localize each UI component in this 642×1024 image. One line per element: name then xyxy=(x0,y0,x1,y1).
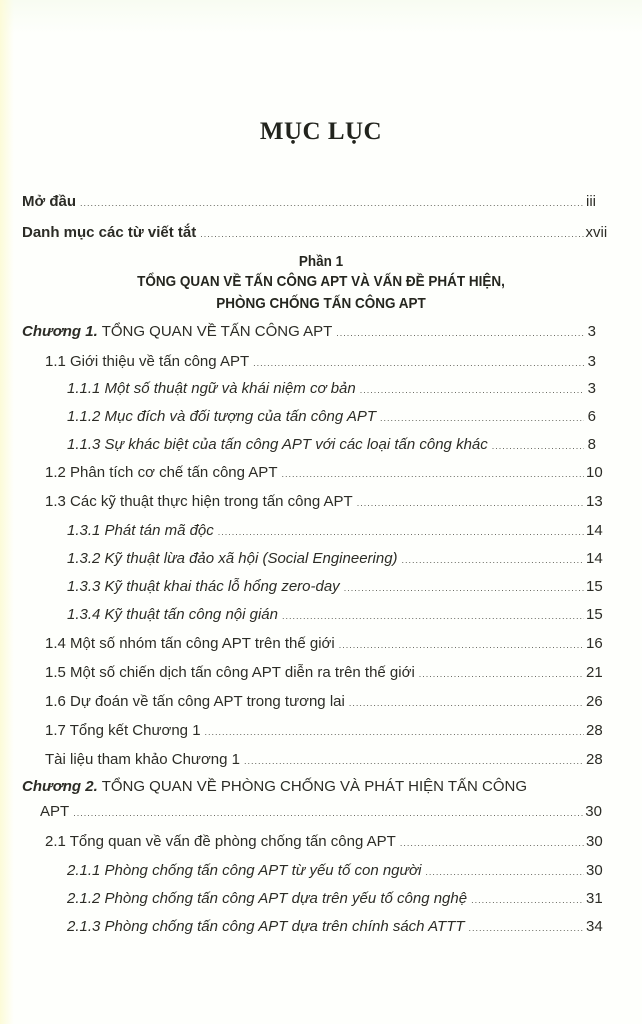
toc-chapter-2-line2[interactable] xyxy=(40,801,602,823)
toc-entry-page: 3 xyxy=(587,380,596,397)
toc-entry-page: 10 xyxy=(586,464,603,481)
chapter-prefix: Chương 1. xyxy=(22,323,98,340)
toc-chapter-1[interactable] xyxy=(22,321,596,343)
toc-entry-page: 30 xyxy=(586,862,603,879)
chapter-title: TỔNG QUAN VỀ TẤN CÔNG APT xyxy=(101,323,333,340)
dot-leader xyxy=(360,379,584,401)
toc-entry-1-3-4[interactable] xyxy=(67,604,603,626)
toc-entry-2-1[interactable] xyxy=(45,831,603,853)
toc-entry-page: 15 xyxy=(586,578,603,595)
dot-leader xyxy=(349,692,584,714)
toc-entry-page: 13 xyxy=(586,493,603,510)
toc-entry-page: 30 xyxy=(586,833,603,850)
toc-entry-label xyxy=(22,321,332,343)
toc-entry-1-3[interactable] xyxy=(45,491,603,513)
toc-entry-page: 15 xyxy=(586,606,603,623)
dot-leader xyxy=(357,492,584,514)
dot-leader xyxy=(344,577,584,599)
toc-entry-1-1-1[interactable] xyxy=(67,378,596,400)
toc-entry-1-5[interactable] xyxy=(45,662,603,684)
toc-entry-1-3-2[interactable] xyxy=(67,548,603,570)
toc-entry-page: 14 xyxy=(586,522,603,539)
toc-entry-label: Mở đầu xyxy=(22,193,76,210)
toc-entry-label: 1.3.2 Kỹ thuật lừa đảo xã hội (Social Engineering) xyxy=(67,550,398,567)
dot-leader xyxy=(73,802,583,824)
dot-leader xyxy=(218,521,584,543)
toc-entry-label: Tài liệu tham khảo Chương 1 xyxy=(45,751,240,768)
toc-entry-page: 34 xyxy=(586,918,603,935)
toc-entry-label: 1.6 Dự đoán về tấn công APT trong tương lai xyxy=(45,693,345,710)
toc-entry-page: 3 xyxy=(587,323,596,340)
toc-entry-page: 16 xyxy=(586,635,603,652)
toc-entry-page: 14 xyxy=(586,550,603,567)
toc-entry-1-7[interactable] xyxy=(45,720,603,742)
toc-entry-1-1[interactable] xyxy=(45,351,596,373)
dot-leader xyxy=(402,549,584,571)
page-title: MỤC LỤC xyxy=(259,118,383,145)
toc-entry-page: 26 xyxy=(586,693,603,710)
toc-entry-label: Danh mục các từ viết tắt xyxy=(22,224,197,241)
toc-entry-label: 1.1.3 Sự khác biệt của tấn công APT với các loại tấn công khác xyxy=(67,436,488,453)
toc-entry-label: 1.3 Các kỹ thuật thực hiện trong tấn công APT xyxy=(45,493,353,510)
toc-entry-label: 1.2 Phân tích cơ chế tấn công APT xyxy=(45,464,278,481)
chapter-title: TỔNG QUAN VỀ PHÒNG CHỐNG VÀ PHÁT HIỆN TẤN CÔNG xyxy=(101,778,528,795)
dot-leader xyxy=(282,605,584,627)
toc-entry-label: 1.7 Tổng kết Chương 1 xyxy=(45,722,201,739)
toc-entry-2-1-1[interactable] xyxy=(67,860,603,882)
toc-entry-label: 2.1.2 Phòng chống tấn công APT dựa trên yếu tố công nghệ xyxy=(67,890,468,907)
toc-entry-label: 2.1.3 Phòng chống tấn công APT dựa trên chính sách ATTT xyxy=(67,918,465,935)
dot-leader xyxy=(380,407,584,429)
toc-entry-page: 31 xyxy=(586,890,603,907)
page-edge-shading xyxy=(0,0,14,1024)
chapter-prefix: Chương 2. xyxy=(22,778,98,795)
toc-entry-page: 28 xyxy=(586,722,603,739)
chapter-title-continued: APT xyxy=(40,803,70,820)
toc-entry-page: 6 xyxy=(587,408,596,425)
toc-entry-label: 1.3.4 Kỹ thuật tấn công nội gián xyxy=(67,606,278,623)
toc-entry-label: 1.3.1 Phát tán mã độc xyxy=(67,522,214,539)
toc-entry-page: 30 xyxy=(585,803,602,820)
toc-entry-1-3-1[interactable] xyxy=(67,520,603,542)
dot-leader xyxy=(80,192,584,214)
toc-entry-1-6[interactable] xyxy=(45,691,603,713)
dot-leader xyxy=(253,352,584,374)
toc-entry-references-ch1[interactable] xyxy=(45,749,603,771)
dot-leader xyxy=(336,322,584,344)
toc-entry-page: 3 xyxy=(587,353,596,370)
dot-leader xyxy=(200,223,583,245)
toc-entry-page: 28 xyxy=(586,751,603,768)
dot-leader xyxy=(419,663,584,685)
dot-leader xyxy=(469,917,584,939)
dot-leader xyxy=(471,889,584,911)
dot-leader xyxy=(425,861,584,883)
toc-entry-label: 1.1.2 Mục đích và đối tượng của tấn công APT xyxy=(67,408,377,425)
part-title-line1: TỔNG QUAN VỀ TẤN CÔNG APT VÀ VẤN ĐỀ PHÁT HIỆN, xyxy=(137,273,505,290)
toc-entry-page: 21 xyxy=(586,664,603,681)
page-top-shading xyxy=(0,0,642,34)
toc-entry-page: 8 xyxy=(587,436,596,453)
toc-entry-label: 1.3.3 Kỹ thuật khai thác lỗ hổng zero-day xyxy=(67,578,340,595)
dot-leader xyxy=(400,832,584,854)
toc-entry-1-2[interactable] xyxy=(45,462,603,484)
toc-entry-page: iii xyxy=(586,193,596,210)
toc-entry-1-4[interactable] xyxy=(45,633,603,655)
toc-entry-label: 2.1.1 Phòng chống tấn công APT từ yếu tố con người xyxy=(67,862,422,879)
dot-leader xyxy=(492,435,584,457)
toc-entry-label: 2.1 Tổng quan về vấn đề phòng chống tấn công APT xyxy=(45,833,396,850)
toc-entry-label xyxy=(22,776,527,798)
dot-leader xyxy=(244,750,584,772)
dot-leader xyxy=(339,634,584,656)
part-number: Phần 1 xyxy=(298,253,344,270)
toc-entry-1-1-2[interactable] xyxy=(67,406,596,428)
dot-leader xyxy=(281,463,584,485)
toc-entry-label: 1.1 Giới thiệu về tấn công APT xyxy=(45,353,250,370)
toc-entry-label: 1.5 Một số chiến dịch tấn công APT diễn ra trên thế giới xyxy=(45,664,415,681)
toc-entry-preface[interactable] xyxy=(22,191,596,213)
toc-entry-abbreviations[interactable] xyxy=(22,222,608,244)
toc-entry-1-1-3[interactable] xyxy=(67,434,596,456)
toc-entry-2-1-3[interactable] xyxy=(67,916,603,938)
part-title-line2: PHÒNG CHỐNG TẤN CÔNG APT xyxy=(216,295,426,312)
dot-leader xyxy=(205,721,584,743)
toc-chapter-2-line1[interactable] xyxy=(22,776,596,798)
toc-entry-1-3-3[interactable] xyxy=(67,576,603,598)
toc-entry-label: 1.1.1 Một số thuật ngữ và khái niệm cơ bản xyxy=(67,380,356,397)
toc-entry-label: 1.4 Một số nhóm tấn công APT trên thế giới xyxy=(45,635,335,652)
toc-entry-page: xvii xyxy=(585,224,608,241)
toc-entry-2-1-2[interactable] xyxy=(67,888,603,910)
